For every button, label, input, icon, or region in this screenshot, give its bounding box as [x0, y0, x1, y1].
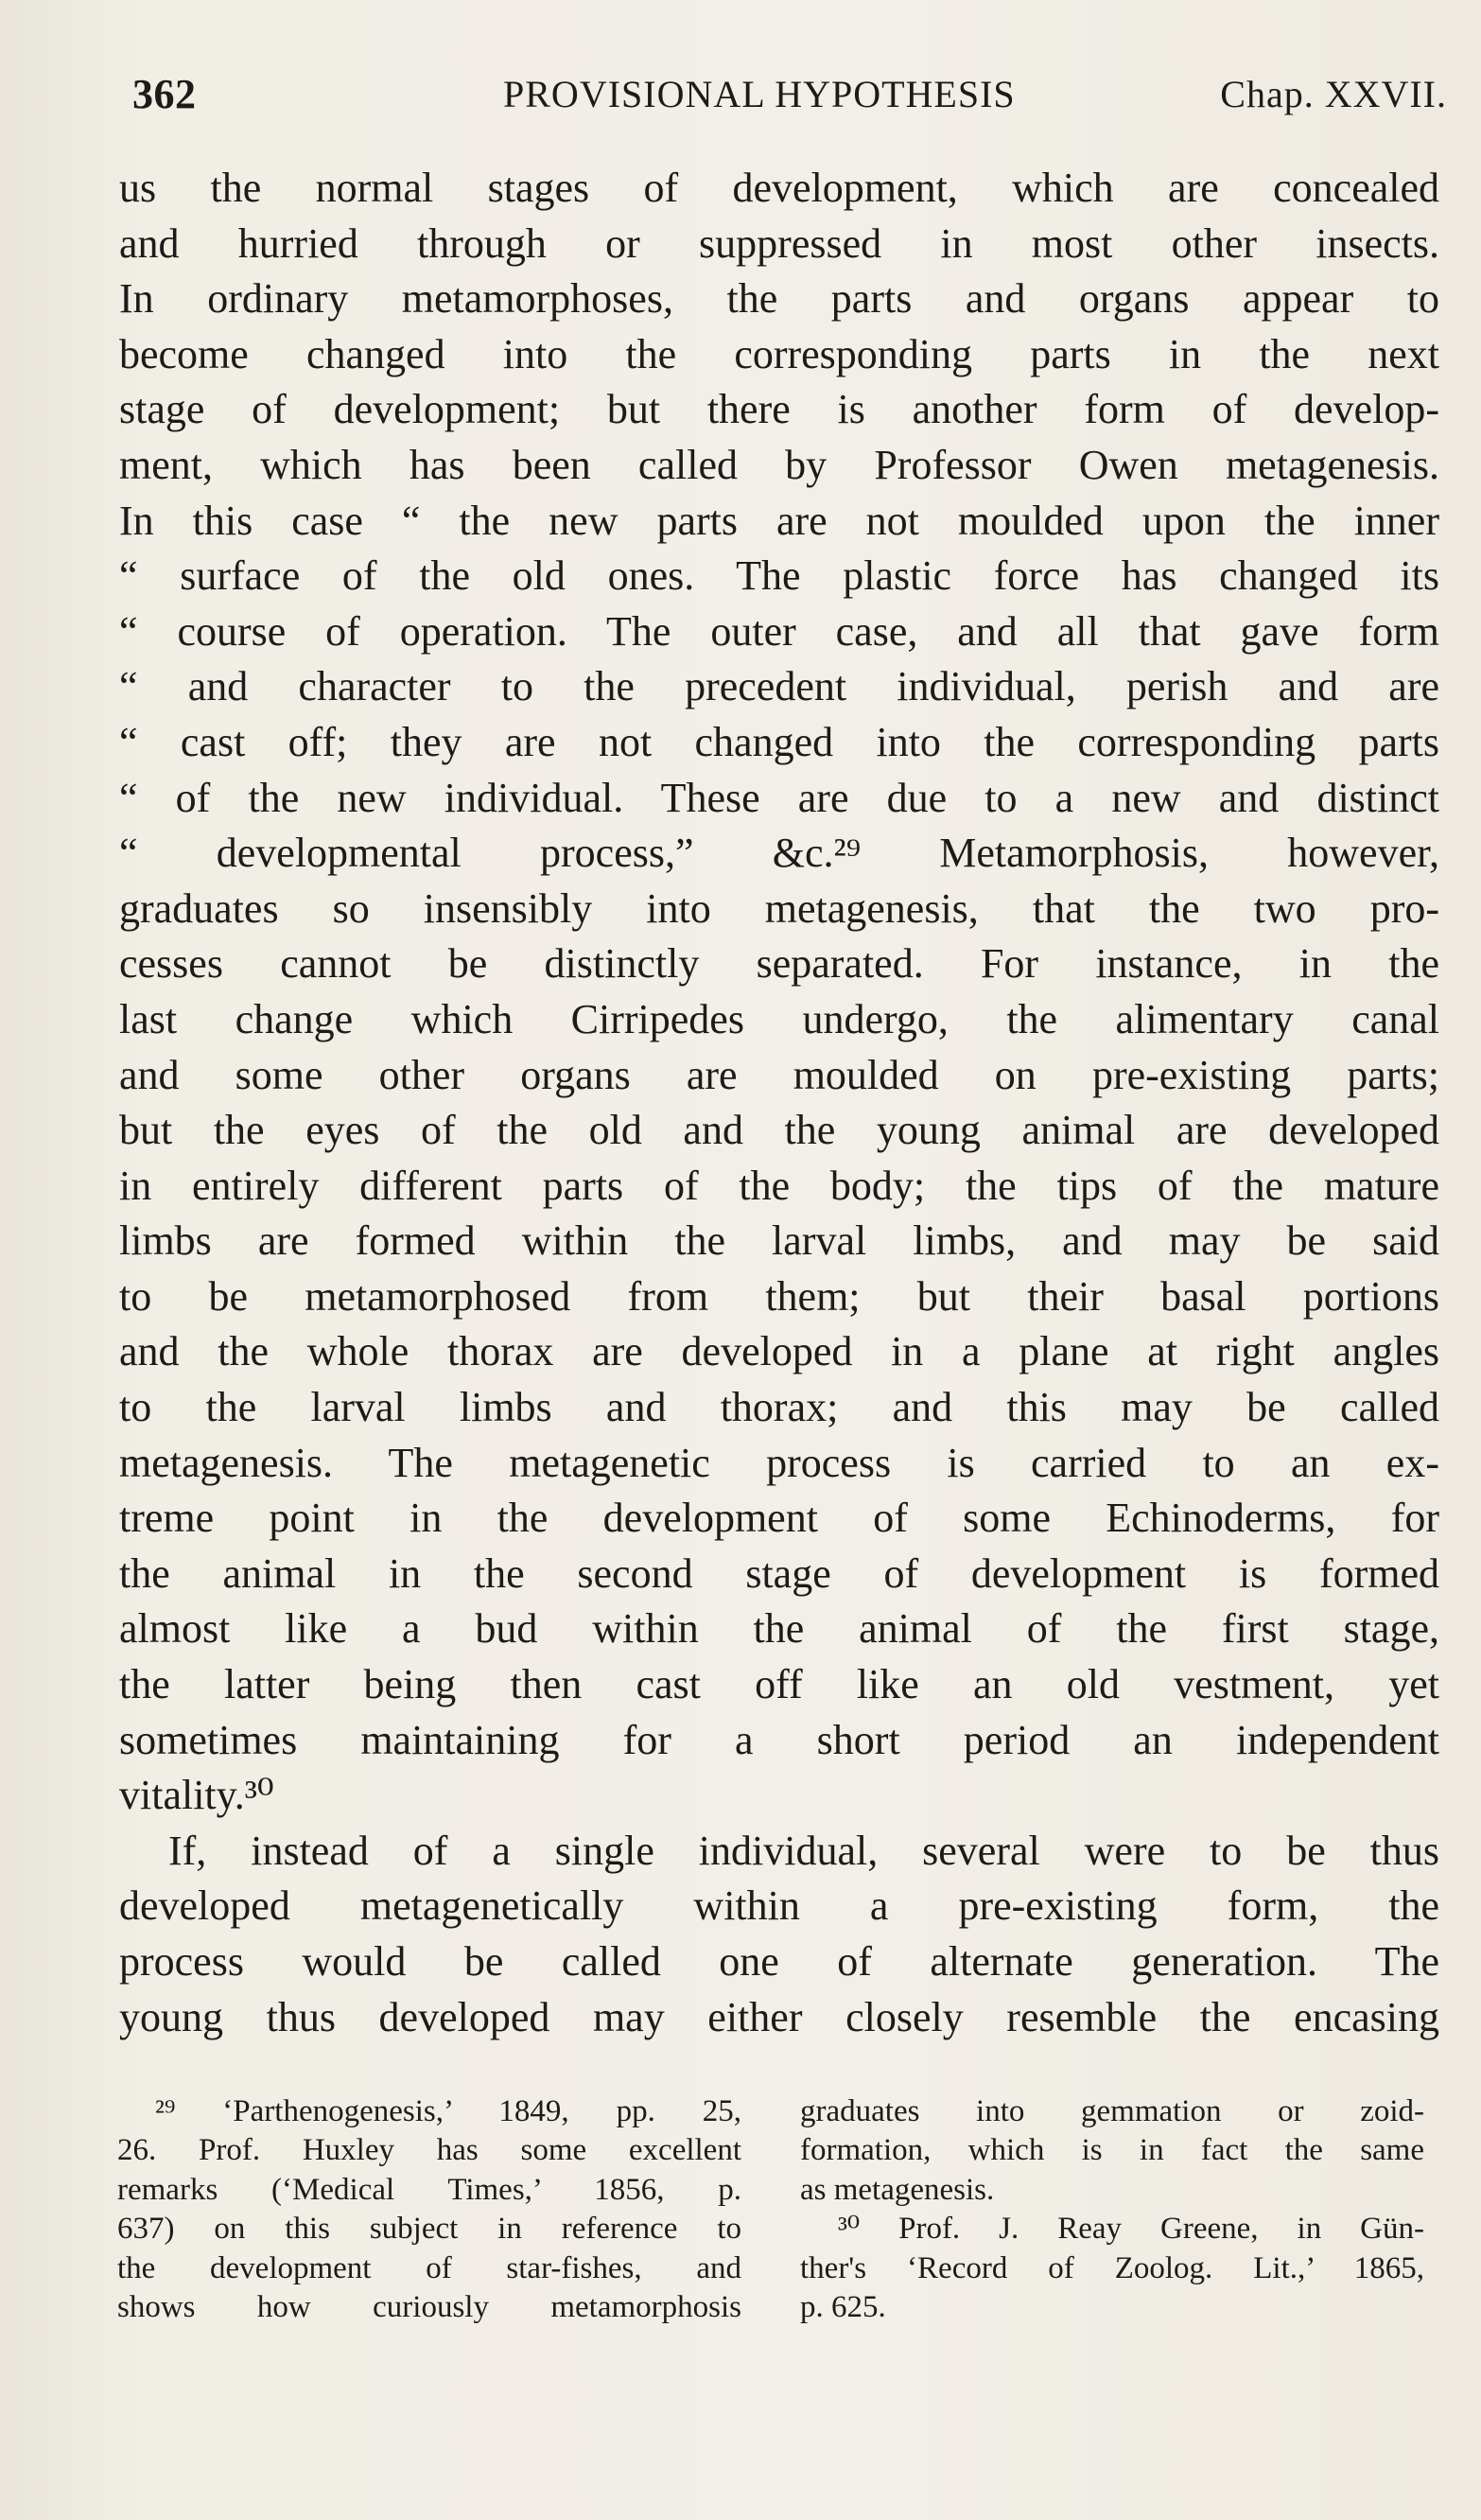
footnote-line: 26. Prof. Huxley has some excellent — [117, 2133, 741, 2168]
text-line: In this case “ the new parts are not moulded upon the inner — [119, 497, 1439, 544]
text-line: “ developmental process,” &c.²⁹ Metamorphosis, however, — [119, 830, 1439, 877]
text-line: “ of the new individual. These are due to a new and distinct — [119, 774, 1439, 821]
text-line: become changed into the corresponding parts in the next — [119, 330, 1439, 377]
text-line: sometimes maintaining for a short period an independent — [119, 1716, 1439, 1763]
text-line: almost like a bud within the animal of the first stage, — [119, 1605, 1439, 1653]
footnote-line: shows how curiously metamorphosis — [117, 2289, 741, 2324]
footnote-line: the development of star-fishes, and — [117, 2250, 741, 2285]
text-line: limbs are formed within the larval limbs, and may be said — [119, 1217, 1439, 1265]
footnote-line: remarks (‘Medical Times,’ 1856, p. — [117, 2172, 741, 2207]
footnote-column-left — [117, 2092, 741, 2327]
text-line: developed metagenetically within a pre-existing form, the — [119, 1882, 1439, 1930]
text-line: to the larval limbs and thorax; and this may be called — [119, 1384, 1439, 1431]
text-line: in entirely different parts of the body; the tips of the mature — [119, 1162, 1439, 1209]
chapter-reference: Chap. XXVII. — [1220, 73, 1447, 115]
text-line: If, instead of a single individual, several were to be thus — [168, 1827, 1439, 1874]
body-text — [119, 161, 1439, 2045]
page-header — [132, 66, 1447, 123]
text-line: but the eyes of the old and the young animal are developed — [119, 1107, 1439, 1154]
text-line: “ surface of the old ones. The plastic force has changed its — [119, 552, 1439, 600]
footnote-line: as metagenesis. — [800, 2172, 995, 2207]
text-line: metagenesis. The metagenetic process is carried to an ex- — [119, 1439, 1439, 1486]
footnote-line: graduates into gemmation or zoid- — [800, 2094, 1424, 2128]
footnote-line: ³⁰ Prof. J. Reay Greene, in Gün- — [838, 2212, 1424, 2247]
text-line: ment, which has been called by Professor Owen metagenesis. — [119, 441, 1439, 488]
text-line: to be metamorphosed from them; but their basal portions — [119, 1272, 1439, 1320]
text-line: vitality.³⁰ — [119, 1772, 274, 1819]
text-line: In ordinary metamorphoses, the parts and organs appear to — [119, 275, 1439, 323]
running-title: PROVISIONAL HYPOTHESIS — [503, 73, 1016, 115]
text-line: and hurried through or suppressed in most other insects. — [119, 219, 1439, 267]
text-line: process would be called one of alternate generation. The — [119, 1938, 1439, 1985]
text-line: the latter being then cast off like an old vestment, yet — [119, 1661, 1439, 1708]
text-line: and some other organs are moulded on pre-existing parts; — [119, 1051, 1439, 1098]
footnote-line: formation, which is in fact the same — [800, 2133, 1424, 2168]
text-line: “ course of operation. The outer case, and all that gave form — [119, 607, 1439, 655]
footnote-line: p. 625. — [800, 2289, 886, 2324]
text-line: the animal in the second stage of development is formed — [119, 1549, 1439, 1597]
text-line: treme point in the development of some Echinoderms, for — [119, 1495, 1439, 1542]
text-line: last change which Cirripedes undergo, the alimentary canal — [119, 995, 1439, 1042]
text-line: and the whole thorax are developed in a plane at right angles — [119, 1328, 1439, 1375]
footnote-line: ²⁹ ‘Parthenogenesis,’ 1849, pp. 25, — [155, 2094, 741, 2128]
footnote-line: 637) on this subject in reference to — [117, 2212, 741, 2247]
text-line: young thus developed may either closely resemble the encasing — [119, 1993, 1439, 2040]
text-line: cesses cannot be distinctly separated. For instance, in the — [119, 940, 1439, 988]
text-line: “ and character to the precedent individual, perish and are — [119, 663, 1439, 710]
text-line: stage of development; but there is another form of develop- — [119, 386, 1439, 433]
footnote-line: ther's ‘Record of Zoolog. Lit.,’ 1865, — [800, 2250, 1424, 2285]
text-line: graduates so insensibly into metagenesis, that the two pro- — [119, 884, 1439, 932]
page-number: 362 — [132, 71, 197, 117]
footnote-column-right — [800, 2092, 1424, 2327]
text-line: “ cast off; they are not changed into the corresponding parts — [119, 718, 1439, 765]
text-line: us the normal stages of development, which are concealed — [119, 165, 1439, 211]
